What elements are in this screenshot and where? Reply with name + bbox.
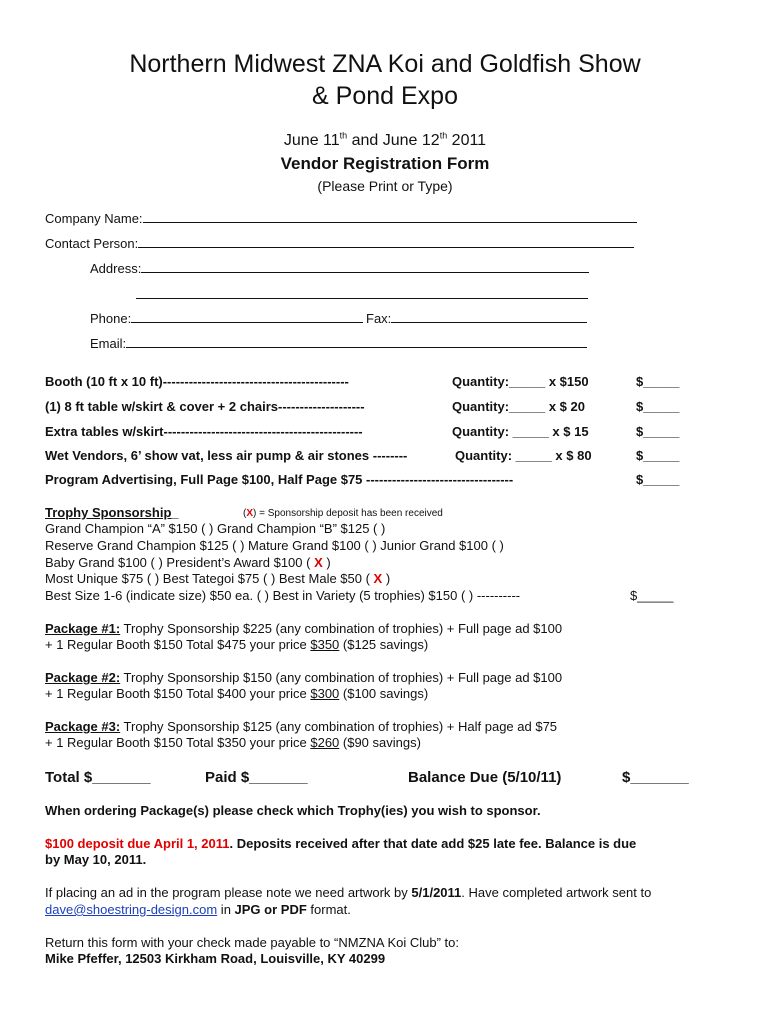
item-extra-tables-qty[interactable]: Quantity: _____ x $ 15 [452,424,589,439]
package-3-price-line: + 1 Regular Booth $150 Total $350 your price $260 ($90 savings) [45,735,421,750]
package-2-price: $300 [310,686,340,701]
item-program-advertising: Program Advertising, Full Page $100, Half Page $75 ---------------------------------- [45,472,514,487]
package-3-price: $260 [310,735,340,750]
phone-label: Phone: [90,311,132,326]
artwork-email-link[interactable]: dave@shoestring-design.com [45,902,218,917]
form-title: Vendor Registration Form [280,154,490,173]
email-label: Email: [90,336,127,351]
trophy-note-x-mark: X [246,508,254,519]
address-field[interactable] [90,260,589,277]
email-line[interactable] [126,335,587,348]
trophy-note: (X) = Sponsorship deposit has been received [243,508,443,519]
artwork-format: JPG or PDF [234,902,307,917]
artwork-deadline: 5/1/2011 [411,885,462,900]
item-booth-qty[interactable]: Quantity:_____ x $150 [452,374,589,389]
package-1: Package #1: Trophy Sponsorship $225 (any combination of trophies) + Full page ad $100 [45,621,563,636]
trophy-total[interactable]: $_____ [630,588,674,603]
package-2-title: Package #2: [45,670,121,685]
trophy-line-4[interactable]: Most Unique $75 ( ) Best Tategoi $75 ( ) Best Male $50 ( X ) [45,571,391,586]
package-3-title: Package #3: [45,719,121,734]
best-male-x-mark: X [373,571,383,586]
artwork-notice: If placing an ad in the program please note we need artwork by 5/1/2011. Have completed artwork sent to [45,885,652,900]
contact-person-label: Contact Person: [45,236,139,251]
trophy-line-1[interactable]: Grand Champion “A” $150 ( ) Grand Champion “B” $125 ( ) [45,521,386,536]
fax-line[interactable] [391,310,587,323]
paid-field[interactable]: Paid $_______ [205,769,308,786]
packages-note: When ordering Package(s) please check which Trophy(ies) you wish to sponsor. [45,803,541,818]
address-line-1[interactable] [141,260,589,273]
item-extra-tables-total[interactable]: $_____ [636,424,680,439]
item-wet-vendors-qty[interactable]: Quantity: _____ x $ 80 [455,448,592,463]
package-2: Package #2: Trophy Sponsorship $150 (any combination of trophies) + Full page ad $100 [45,670,563,685]
item-booth: Booth (10 ft x 10 ft)------------------------------------------- [45,374,349,389]
trophy-line-5[interactable]: Best Size 1-6 (indicate size) $50 ea. ( ) Best in Variety (5 trophies) $150 ( ) ---------- [45,588,521,603]
item-wet-vendors: Wet Vendors, 6’ show vat, less air pump & air stones -------- [45,448,408,463]
total-field[interactable]: Total $_______ [45,769,151,786]
trophy-line-2[interactable]: Reserve Grand Champion $125 ( ) Mature Grand $100 ( ) Junior Grand $100 ( ) [45,538,504,553]
deposit-due-date: $100 deposit due April 1, 2011 [45,836,230,851]
fax-label: Fax: [366,311,392,326]
balance-due-field[interactable]: $_______ [622,769,689,786]
phone-field[interactable] [90,310,363,327]
trophy-line-3[interactable]: Baby Grand $100 ( ) President’s Award $100 ( X ) [45,555,331,570]
package-3: Package #3: Trophy Sponsorship $125 (any combination of trophies) + Half page ad $75 [45,719,558,734]
package-2-price-line: + 1 Regular Booth $150 Total $400 your price $300 ($100 savings) [45,686,429,701]
company-name-field[interactable] [45,210,637,227]
contact-person-field[interactable] [45,235,634,252]
company-name-label: Company Name: [45,211,143,226]
artwork-notice-line-2: dave@shoestring-design.com in JPG or PDF format. [45,902,351,917]
package-1-price: $350 [310,637,340,652]
deposit-notice: $100 deposit due April 1, 2011. Deposits received after that date add $25 late fee. Balance is due [45,836,637,851]
show-dates: June 11th and June 12th 2011 [283,130,487,149]
balance-due-label: Balance Due (5/10/11) [408,769,562,786]
fax-field[interactable] [366,310,587,327]
item-booth-total[interactable]: $_____ [636,374,680,389]
show-title-line1: Northern Midwest ZNA Koi and Goldfish Show [129,50,641,78]
presidents-award-x-mark: X [314,555,323,570]
return-instructions: Return this form with your check made payable to “NMZNA Koi Club” to: [45,935,459,950]
address-line-2[interactable] [136,284,588,299]
deposit-notice-line-2: by May 10, 2011. [45,852,147,867]
contact-person-line[interactable] [138,235,634,248]
package-1-price-line: + 1 Regular Booth $150 Total $475 your price $350 ($125 savings) [45,637,429,652]
item-table-total[interactable]: $_____ [636,399,680,414]
item-extra-tables: Extra tables w/skirt---------------------------------------------- [45,424,363,439]
item-wet-vendors-total[interactable]: $_____ [636,448,680,463]
item-table: (1) 8 ft table w/skirt & cover + 2 chairs-------------------- [45,399,365,414]
address-label: Address: [90,261,142,276]
item-table-qty[interactable]: Quantity:_____ x $ 20 [452,399,585,414]
item-program-advertising-total[interactable]: $_____ [636,472,680,487]
trophy-heading: Trophy Sponsorship_ [45,505,179,520]
return-address: Mike Pfeffer, 12503 Kirkham Road, Louisville, KY 40299 [45,951,386,966]
show-title-line2: & Pond Expo [312,82,458,110]
package-1-title: Package #1: [45,621,121,636]
phone-line[interactable] [131,310,363,323]
form-instructions: (Please Print or Type) [317,178,453,194]
company-name-line[interactable] [143,210,637,223]
email-field[interactable] [90,335,587,352]
